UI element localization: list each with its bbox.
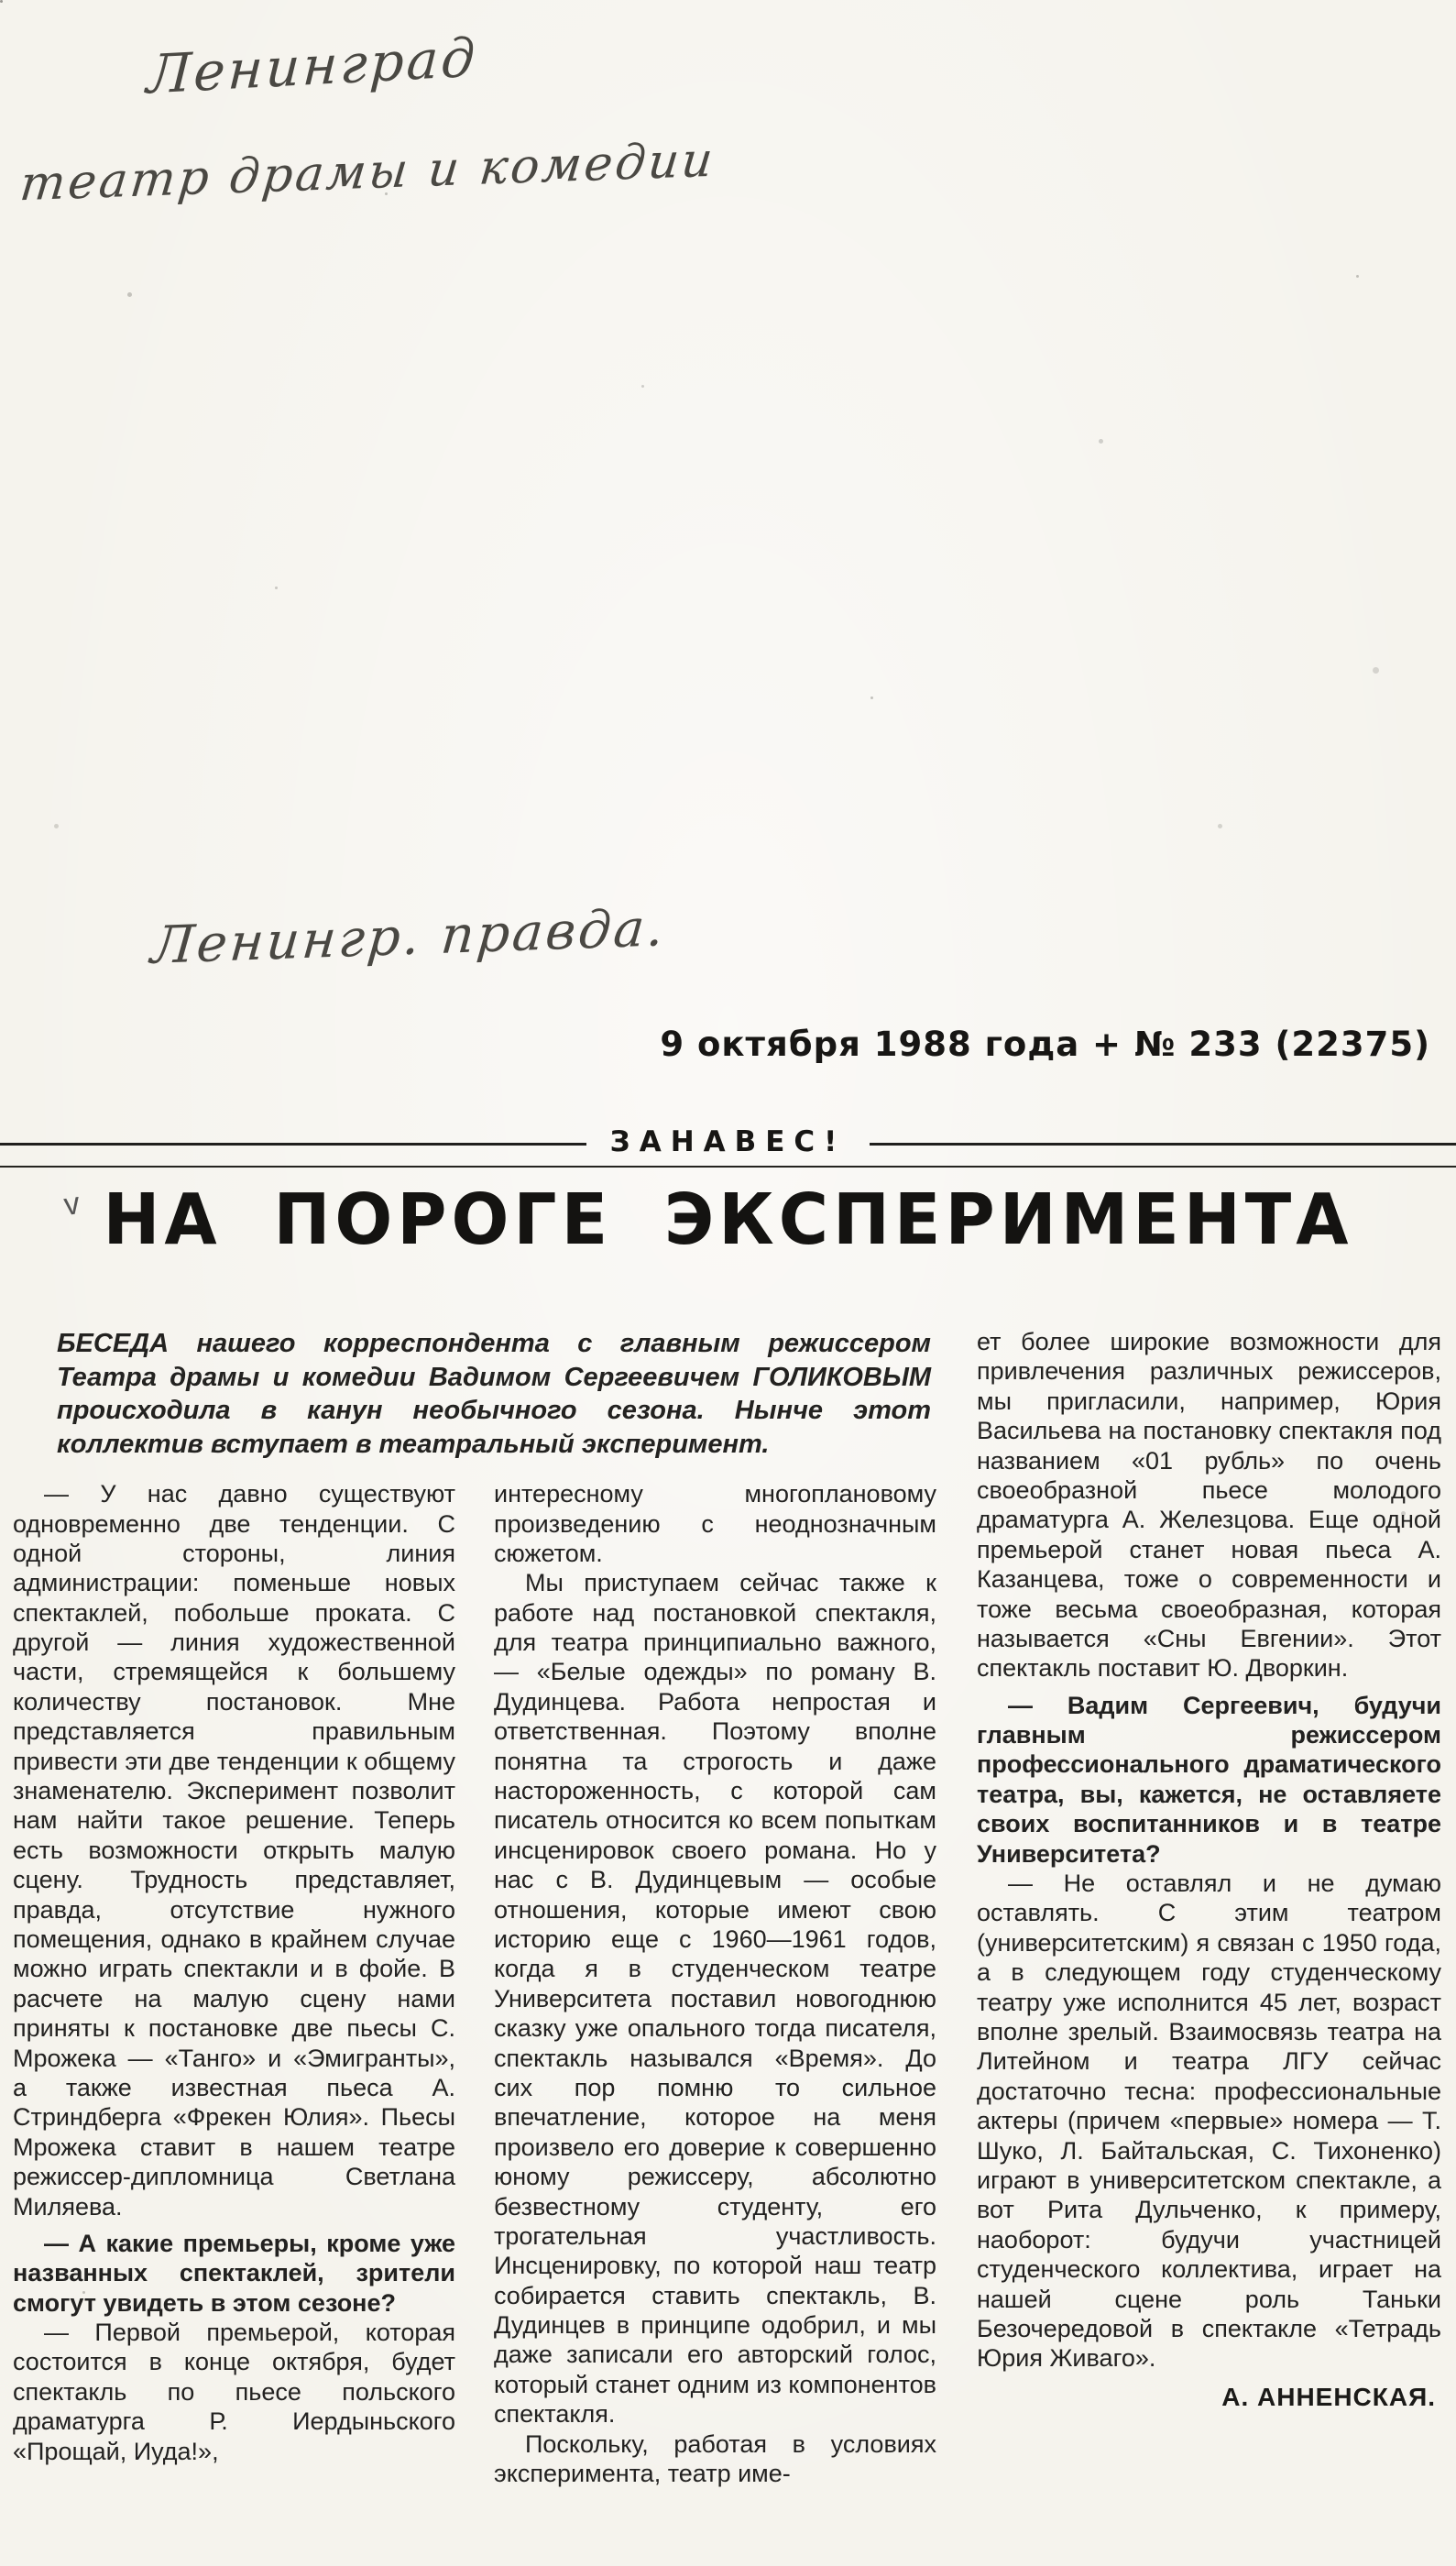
rubric-row xyxy=(0,1127,1456,1160)
article-columns-1-2 xyxy=(13,1479,936,2559)
rubric-rule-bottom xyxy=(0,1166,1456,1168)
handwritten-note-source: Ленингр. правда. xyxy=(148,898,669,976)
handwritten-note-city: Ленинград xyxy=(145,26,479,106)
rubric-label: ЗАНАВЕС! xyxy=(609,1125,847,1158)
author-signature: А. АННЕНСКАЯ. xyxy=(1221,2382,1436,2411)
paragraph-question: — А какие премьеры, кроме уже названных спектаклей, зрители смогут увидеть в этом сезоне? xyxy=(13,2229,455,2317)
handwritten-check-mark: v xyxy=(61,1186,82,1223)
article-column-2 xyxy=(494,1479,936,2559)
paragraph: — Не оставлял и не думаю оставлять. С этим театром (университетским) я связан с 1950 года, а в следующем году студенческому театру уже исполнится 45 лет, возраст вполне зрелый. Взаимосвязь театра на Литейном и театра ЛГУ сейчас достаточно тесна: профессиональные актеры (причем «первые» номера — Т. Шуко, Л. Байтальская, С. Тихоненко) играют в университетском спектакле, а вот Рита Дульченко, к примеру, наоборот: будучи участницей студенческого коллектива, играет на нашей сцене роль Таньки Безочередовой в спектакле «Тетрадь Юрия Живаго». xyxy=(977,1870,1441,2373)
rubric-rule-right xyxy=(870,1143,1456,1146)
article-lead: БЕСЕДА нашего корреспондента с главным режиссером Театра драмы и комедии Вадимом Сергеевичем ГОЛИКОВЫМ происходила в канун необычного сезона. Нынче этот коллектив вступает в театральный эксперимент. xyxy=(57,1329,931,1459)
handwritten-note-theatre: театр драмы и комедии xyxy=(17,132,718,213)
paragraph: Мы приступаем сейчас также к работе над постановкой спектакля, для театра принципиально важного, — «Белые одежды» по роману В. Дудинцева. Работа непростая и ответственная. Поэтому вполне понятна та строгость и даже настороженность, с которой сам писатель относится ко всем попыткам инсценировок своего романа. Но у нас с В. Дудинцевым — особые отношения, которые имеют свою историю еще с 1960—1961 годов, когда я в студенческом театре Университета поставил новогоднюю сказку уже опального тогда писателя, спектакль назывался «Время». До сих пор помню то сильное впечатление, которое на меня произвело его доверие к совершенно юному режиссеру, абсолютно безвестному студенту, его трогательная участливость. Инсценировку, по которой наш театр собирается ставить спектакль, В. Дудинцев в принципе одобрил, и мы даже записали его авторский голос, который станет одним из компонентов спектакля. xyxy=(494,1569,936,2429)
issue-dateline: 9 октября 1988 года + № 233 (22375) xyxy=(660,1025,1430,1064)
article-body xyxy=(13,1327,1441,2559)
article-column-3 xyxy=(977,1327,1441,2559)
article-left-block xyxy=(13,1327,936,2559)
article-column-1 xyxy=(13,1479,455,2559)
paragraph-continuation: ет более широкие возможности для привлечения различных режиссеров, мы пригласили, например, Юрия Васильева на постановку спектакля под названием «01 рубль» по очень своеобразной пьесе молодого драматурга А. Железцова. Еще одной премьерой станет новая пьеса А. Казанцева, тоже о современности и тоже весьма своеобразная, которая называется «Сны Евгении». Этот спектакль поставит Ю. Дворкин. xyxy=(977,1328,1441,1683)
paragraph-question: — Вадим Сергеевич, будучи главным режиссером профессионального драматического театра, вы, кажется, не оставляете своих воспитанников и в театре Университета? xyxy=(977,1691,1441,1868)
article-headline: НА ПОРОГЕ ЭКСПЕРИМЕНТА xyxy=(103,1179,1353,1261)
paragraph: Поскольку, работая в условиях эксперимента, театр име- xyxy=(494,2429,936,2488)
rubric-rule-left xyxy=(0,1143,586,1146)
scan-noise-speckles xyxy=(0,0,3,3)
paragraph: — У нас давно существуют одновременно две тенденции. С одной стороны, линия администрации: поменьше новых спектаклей, побольше проката. С другой — линия художественной части, стремящейся к большему количеству постановок. Мне представляется правильным привести эти две тенденции к общему знаменателю. Эксперимент позволит нам найти такое решение. Теперь есть возможности открыть малую сцену. Трудность представляет, правда, отсутствие нужного помещения, однако в крайнем случае можно играть спектакли и в фойе. В расчете на малую сцену нами приняты к постановке две пьесы С. Мрожека — «Танго» и «Эмигранты», а также известная пьеса А. Стриндберга «Фрекен Юлия». Пьесы Мрожека ставит в нашем театре режиссер-дипломница Светлана Миляева. xyxy=(13,1480,455,2221)
paragraph-continuation: интересному многоплановому произведению с неоднозначным сюжетом. xyxy=(494,1480,936,1567)
paragraph: — Первой премьерой, которая состоится в конце октября, будет спектакль по пьесе польского драматурга Р. Иердыньского «Прощай, Иуда!», xyxy=(13,2319,455,2465)
